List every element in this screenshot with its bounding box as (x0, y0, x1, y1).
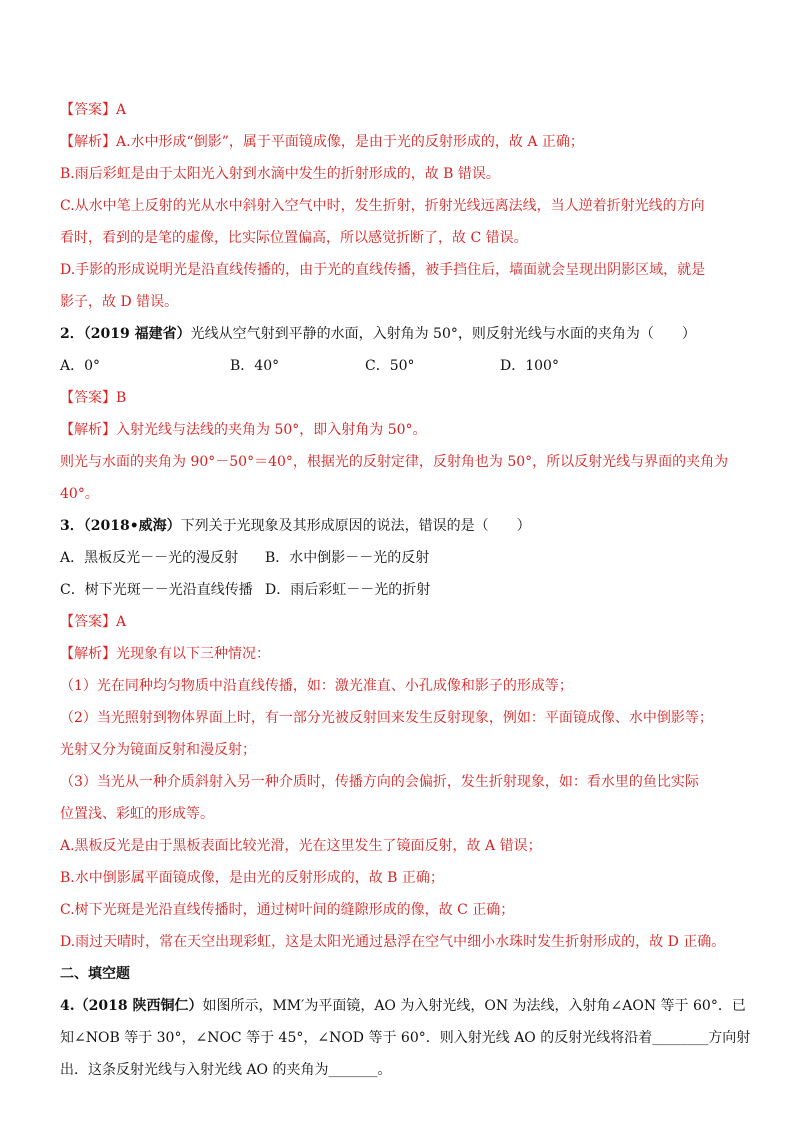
option-c: C．50° (365, 358, 415, 374)
q1-analysis-line-2: B.雨后彩虹是由于太阳光入射到水滴中发生的折射形成的，故 B 错误。 (60, 166, 500, 182)
question-text: 光线从空气射到平静的水面，入射角为 50°，则反射光线与水面的夹角为（ ） (190, 326, 696, 342)
question-source: （2019 福建省） (83, 326, 191, 342)
option-c: C．树下光斑－－光沿直线传播 (60, 582, 253, 598)
q2-stem (60, 324, 740, 344)
analysis-text: 光现象有以下三种情况： (116, 646, 270, 662)
analysis-tag: 【解析】 (60, 134, 116, 150)
q3-analysis-line-5: （3）当光从一种介质斜射入另一种介质时，传播方向的会偏折，发生折射现象，如：看水里的鱼比实际 (60, 774, 699, 790)
q4-line-2: 知∠NOB 等于 30°，∠NOC 等于 45°，∠NOD 等于 60°．则入射光线 AO 的反射光线将沿着________方向射 (60, 1030, 751, 1046)
analysis-text: A.水中形成“倒影”，属于平面镜成像，是由于光的反射形成的，故 A 正确； (116, 134, 584, 150)
question-source: （2018 陕西铜仁） (74, 998, 203, 1014)
q4-line-1 (60, 996, 746, 1016)
question-number: 3． (60, 518, 84, 534)
q2-analysis-line-1 (60, 420, 740, 440)
option-b: B．水中倒影－－光的反射 (265, 550, 430, 566)
analysis-tag: 【解析】 (60, 646, 116, 662)
q3-analysis-line-1 (60, 644, 740, 664)
option-d: D．雨后彩虹－－光的折射 (265, 582, 431, 598)
q1-analysis-line-1 (60, 132, 740, 152)
q1-analysis-line-3: C.从水中笔上反射的光从水中斜射入空气中时，发生折射，折射光线远离法线，当人逆着折射光线的方向 (60, 198, 705, 214)
analysis-text: 入射光线与法线的夹角为 50°，即入射角为 50°。 (116, 422, 427, 438)
q1-answer: 【答案】A (60, 102, 127, 118)
question-text: 下列关于光现象及其形成原因的说法，错误的是（ ） (180, 518, 531, 534)
q3-analysis-line-6: 位置浅、彩虹的形成等。 (60, 806, 214, 822)
option-a: A．0° (60, 358, 101, 374)
q3-analysis-line-4: 光射又分为镜面反射和漫反射； (60, 742, 256, 758)
q2-answer: 【答案】B (60, 390, 127, 406)
q3-analysis-line-10: D.雨过天晴时，常在天空出现彩虹，这是太阳光通过悬浮在空气中细小水珠时发生折射形成的，故 D 正确。 (60, 934, 726, 950)
option-b: B．40° (230, 358, 280, 374)
section-heading: 二、填空题 (60, 966, 130, 982)
option-a: A．黑板反光－－光的漫反射 (60, 550, 239, 566)
q2-analysis-line-3: 40°。 (60, 486, 99, 502)
option-d: D．100° (500, 358, 559, 374)
analysis-tag: 【解析】 (60, 422, 116, 438)
q3-answer: 【答案】A (60, 614, 127, 630)
q1-analysis-line-5: D.手影的形成说明光是沿直线传播的，由于光的直线传播，被手挡住后，墙面就会呈现出阴影区域，就是 (60, 262, 706, 278)
question-text: 如图所示，MM′为平面镜，AO 为入射光线，ON 为法线，入射角∠AON 等于 60°．已 (202, 998, 746, 1014)
q3-stem (60, 516, 740, 536)
question-number: 2． (60, 326, 84, 342)
q3-analysis-line-7: A.黑板反光是由于黑板表面比较光滑，光在这里发生了镜面反射，故 A 错误； (60, 838, 542, 854)
q2-analysis-line-2: 则光与水面的夹角为 90°－50°＝40°，根据光的反射定律，反射角也为 50°，所以反射光线与界面的夹角为 (60, 454, 729, 470)
q1-analysis-line-6: 影子，故 D 错误。 (60, 294, 179, 310)
question-source: （2018•威海） (83, 518, 181, 534)
q1-analysis-line-4: 看时，看到的是笔的虚像，比实际位置偏高，所以感觉折断了，故 C 错误。 (60, 230, 528, 246)
q3-analysis-line-2: （1）光在同种均匀物质中沿直线传播，如：激光准直、小孔成像和影子的形成等； (60, 678, 573, 694)
q3-analysis-line-8: B.水中倒影属平面镜成像，是由光的反射形成的，故 B 正确； (60, 870, 444, 886)
q3-analysis-line-9: C.树下光斑是光沿直线传播时，通过树叶间的缝隙形成的像，故 C 正确； (60, 902, 515, 918)
question-number: 4. (60, 998, 75, 1014)
q4-line-3: 出．这条反射光线与入射光线 AO 的夹角为_______。 (60, 1062, 392, 1078)
q3-analysis-line-3: （2）当光照射到物体界面上时，有一部分光被反射回来发生反射现象，例如：平面镜成像、水中倒影等； (60, 710, 713, 726)
